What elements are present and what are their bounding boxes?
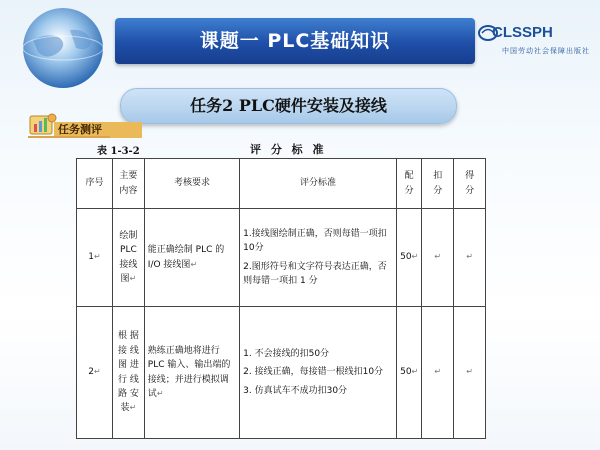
header-seq: 序号 (77, 159, 113, 209)
table-header-row (77, 159, 486, 209)
publisher-logo (478, 20, 596, 66)
row-points: 50↵ (396, 209, 421, 307)
row-seq: 1↵ (77, 209, 113, 307)
task-title: 任务2 PLC硬件安装及接线 (190, 96, 387, 115)
header-criteria: 评分标准 (240, 159, 397, 209)
section-underline (28, 136, 110, 138)
header-requirement: 考核要求 (144, 159, 239, 209)
row-points: 50↵ (396, 307, 421, 439)
row-seq: 2↵ (77, 307, 113, 439)
task-banner (120, 88, 457, 124)
table-row (77, 307, 486, 439)
page-title: 课题一 PLC基础知识 (199, 30, 391, 52)
globe-icon (8, 2, 118, 94)
row-requirement: 熟练正确地将进行 PLC 输入、输出端的接线；并进行模拟调试↵ (144, 307, 239, 439)
row-score: ↵ (454, 209, 486, 307)
table-row (77, 209, 486, 307)
row-content: 根 据 接 线 图 进 行 线 路 安 装↵ (113, 307, 145, 439)
scoring-table (76, 158, 486, 439)
row-criteria: 1. 不会接线的扣50分 2. 接线正确，每接错一根线扣10分 3. 仿真试车不成功扣30分 (240, 307, 397, 439)
row-criteria: 1.接线图绘制正确，否则每错一项扣10分 2.图形符号和文字符号表达正确，否则每错一项扣 1 分 (240, 209, 397, 307)
logo-subtext: 中国劳动社会保障出版社 (502, 47, 590, 55)
header-deduct: 扣 分 (422, 159, 454, 209)
table-title: 评 分 标 准 (250, 143, 327, 156)
header-bar (115, 18, 475, 64)
row-deduct: ↵ (422, 307, 454, 439)
table-number: 表 1-3-2 (97, 146, 140, 157)
row-score: ↵ (454, 307, 486, 439)
header-points: 配 分 (396, 159, 421, 209)
row-requirement: 能正确绘制 PLC 的 I/O 接线图↵ (144, 209, 239, 307)
header-score: 得 分 (454, 159, 486, 209)
header-content: 主要 内容 (113, 159, 145, 209)
row-content: 绘制 PLC 接线 图↵ (113, 209, 145, 307)
logo-text: CLSSPH (492, 24, 553, 41)
row-deduct: ↵ (422, 209, 454, 307)
section-label: 任务测评 (54, 122, 142, 138)
